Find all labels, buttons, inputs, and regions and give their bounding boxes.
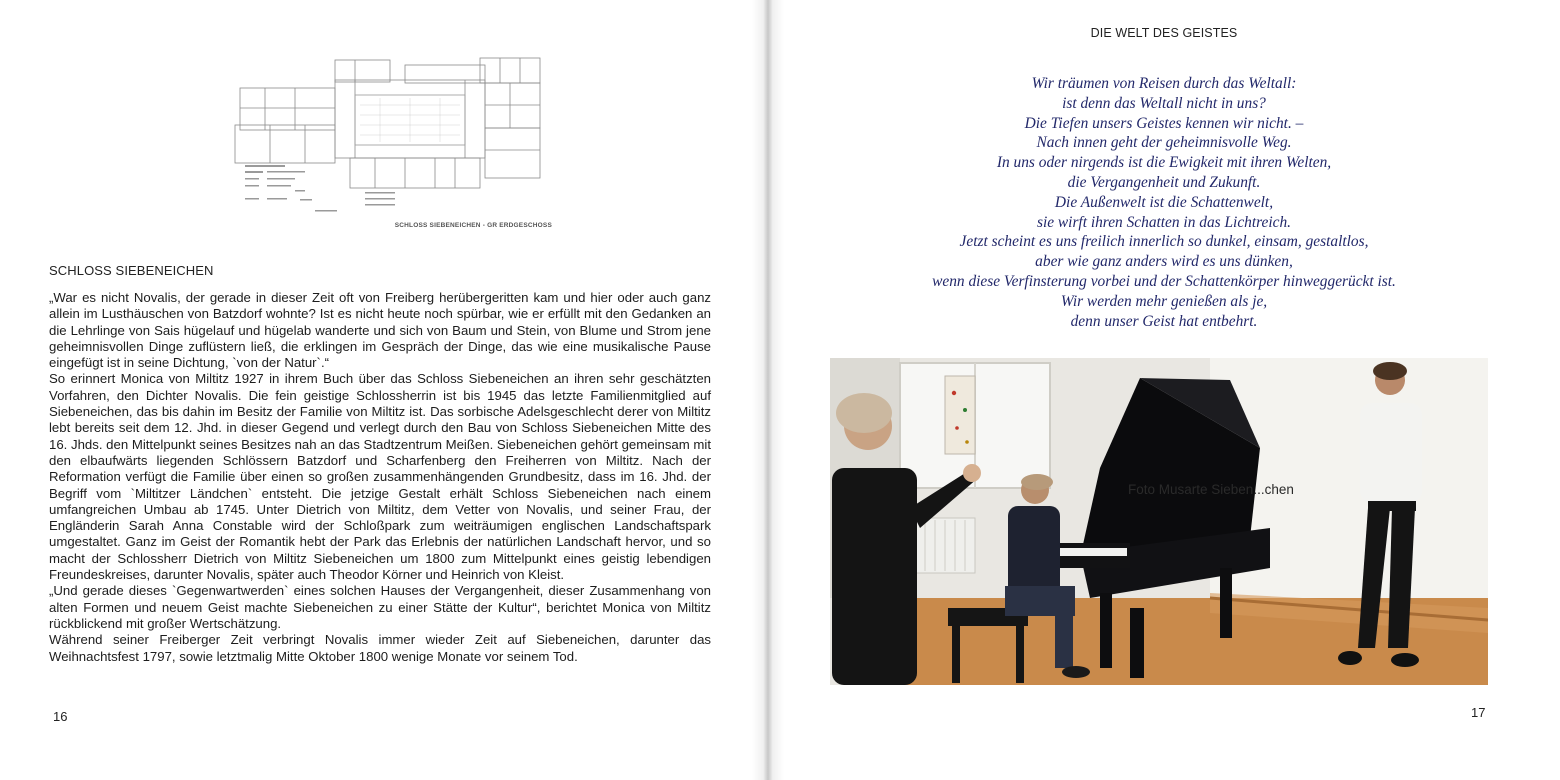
poem-line: denn unser Geist hat entbehrt. [1070, 312, 1258, 330]
paragraph-history: So erinnert Monica von Miltitz 1927 in ihrem Buch über das Schloss Siebeneichen an ihren sehr geschätzten Vorfahren, den Dichter Novalis. Die fein geistige Schlossherrin ist bis 1945 das letzte Familienmitglied auf Siebeneichen, das bis dahin im Besitz der Familie von Miltitz ist. Das sorbische Adelsgeschlecht derer von Miltitz lebt bereits seit dem 12. Jhd. in dieser Gegend und verlegt durch den Bau von Schloss Siebeneichen Mitte des 16. Jhds. den Mittelpunkt seines Besitzes nah an das Stadtzentrum Meißen. Siebeneichen gehört gemeinsam mit den elbaufwärts liegenden Schlössern Batzdorf und Scharfenberg den Freiherren von Miltitz. Nach der Reformation verfügt die Familie über einen so großen zusammenhängenden Grundbesitz, dass im 16. Jhd. der Begriff vom `Miltitzer Ländchen` entsteht. Die jetzige Gestalt erhält Schloss Siebeneichen nach einem umfangreichen Umbau ab 1745. Unter Dietrich von Miltitz, dem Vetter von Novalis, und seiner Frau, der Engländerin Sarah Anna Constable wird der Schloßpark zum weiträumigen englischen Landschaftspark umgestaltet. Ganz im Geist der Romantik hebt der Park das Erlebnis der natürlichen Landschaft hervor, und so macht der Schlossherr Dietrich von Miltitz Siebeneichen um 1800 zum Mittelpunkt eines geistig lebendigen Freundeskreises, darunter Novalis, später auch Theodor Körner und Heinrich von Kleist. [49, 371, 711, 583]
floor-plan-illustration [225, 50, 555, 235]
poem-line: ist denn das Weltall nicht in uns? [1062, 94, 1266, 112]
poem-line: Jetzt scheint es uns freilich innerlich so dunkel, einsam, gestaltlos, [959, 233, 1369, 251]
poem-line: Wir träumen von Reisen durch das Weltall: [1031, 75, 1297, 92]
poem-line: sie wirft ihren Schatten in das Lichtreich. [1036, 213, 1292, 231]
poem-line: aber wie ganz anders wird es uns dünken, [1035, 253, 1293, 271]
concert-rehearsal-photo [830, 358, 1488, 685]
page-number: 16 [53, 709, 68, 724]
poem-line: Die Außenwelt ist die Schattenwelt, [1054, 193, 1274, 211]
poem-line: die Vergangenheit und Zukunft. [1067, 173, 1261, 191]
poem-line: In uns oder nirgends ist die Ewigkeit mit ihren Welten, [996, 154, 1332, 172]
paragraph-quote-culture: „Und gerade dieses `Gegenwartwerden` eines solchen Hauses der Vergangenheit, dieser Zusammenhang von alten Formen und neuem Geist machte Siebeneichen zu einer Stätte der Kultur“, berichtet Monica von Miltitz rückblickend mit großer Wertschätzung. [49, 583, 711, 631]
left-page [0, 0, 768, 780]
section-title: SCHLOSS SIEBENEICHEN [49, 263, 214, 278]
paragraph-novalis-visits: Während seiner Freiberger Zeit verbringt Novalis immer wieder Zeit auf Siebeneichen, darunter das Weihnachtsfest 1797, sowie letztmalig Mitte Oktober 1800 wenige Monate vor seinem Tod. [49, 632, 711, 664]
page-heading: DIE WELT DES GEISTES [1090, 26, 1238, 40]
poem-line: Die Tiefen unsers Geistes kennen wir nicht. – [1024, 114, 1304, 132]
floor-plan-caption: SCHLOSS SIEBENEICHEN - GR ERDGESCHOSS [394, 222, 552, 229]
poem-line: Nach innen geht der geheimnisvolle Weg. [1036, 134, 1292, 152]
right-page [768, 0, 1560, 780]
poem [768, 74, 1560, 331]
poem-line: wenn diese Verfinsterung vorbei und der Schattenkörper hinweggerückt ist. [932, 272, 1396, 290]
paragraph-quote-novalis: „War es nicht Novalis, der gerade in dieser Zeit oft von Freiberg herübergeritten kam und hier oder auch ganz allein im Lusthäuschen von Batzdorf wohnte? Ist es nicht heute noch spürbar, wie er erfüllt mit den Gedanken an die Lehrlinge von Sais hügelauf und hügelab wanderte und sich von Baum und Stein, von Blume und Strom jene geheimnisvollen Dinge zuflüstern ließ, die erklingen im Gespräch der Dinge, das wie eine musikalische Pause eingefügt ist in seine Dichtung, `von der Natur`.“ [49, 290, 711, 371]
poem-line: Wir werden mehr genießen als je, [1060, 292, 1268, 310]
page-number: 17 [1471, 705, 1486, 720]
photo-credit: Foto Musarte Sieben...chen [1128, 482, 1294, 497]
body-text [49, 290, 711, 665]
